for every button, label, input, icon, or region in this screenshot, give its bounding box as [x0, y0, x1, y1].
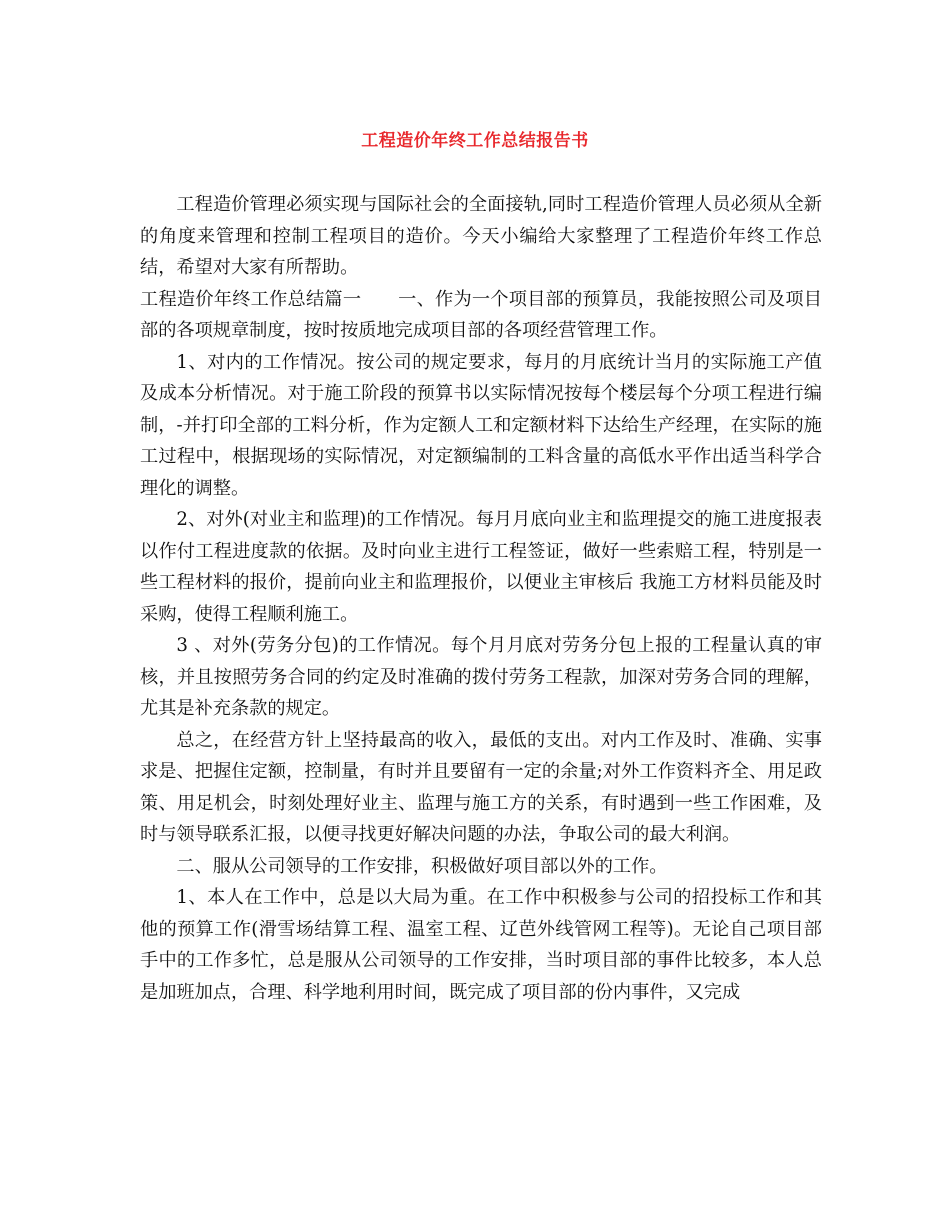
paragraph-internal-work: 1、对内的工作情况。按公司的规定要求，每月的月底统计当月的实际施工产值及成本分析情况。对于施工阶段的预算书以实际情况按每个楼层每个分项工程进行编制，-并打印全部的工料分析，作为定额人工和定额材料下达给生产经理，在实际的施工过程中，根据现场的实际情况，对定额编制的工料含量的高低水平作出适当科学合理化的调整。 [140, 351, 822, 499]
document-body [140, 189, 822, 1008]
paragraph-external-labor-work: 3 、对外(劳务分包)的工作情况。每个月月底对劳务分包上报的工程量认真的审核，并且按照劳务合同的约定及时准确的拨付劳务工程款，加深对劳务合同的理解，尤其是补充条款的规定。 [140, 635, 822, 719]
paragraph-section-two: 二、服从公司领导的工作安排，积极做好项目部以外的工作。 [176, 855, 668, 877]
paragraph-overall-view: 1、本人在工作中，总是以大局为重。在工作中积极参与公司的招投标工作和其他的预算工作(滑雪场结算工程、温室工程、辽芭外线管网工程等)。无论自己项目部手中的工作多忙，总是服从公司领导的工作安排，当时项目部的事件比较多，本人总是加班加点，合理、科学地利用时间，既完成了项目部的份内事件，又完成 [140, 887, 822, 1003]
document-title: 工程造价年终工作总结报告书 [361, 131, 589, 151]
paragraph-intro: 工程造价管理必须实现与国际社会的全面接轨,同时工程造价管理人员必须从全新的角度来管理和控制工程项目的造价。今天小编给大家整理了工程造价年终工作总结，希望对大家有所帮助。 [140, 194, 822, 278]
paragraph-section-one: 工程造价年终工作总结篇一 一、作为一个项目部的预算员，我能按照公司及项目部的各项规章制度，按时按质地完成项目部的各项经营管理工作。 [140, 288, 822, 341]
paragraph-external-owner-work: 2、对外(对业主和监理)的工作情况。每月月底向业主和监理提交的施工进度报表以作付工程进度款的依据。及时向业主进行工程签证，做好一些索赔工程，特别是一些工程材料的报价，提前向业主和监理报价，以便业主审核后 我施工方材料员能及时采购，使得工程顺利施工。 [140, 509, 822, 625]
paragraph-summary: 总之，在经营方针上坚持最高的收入，最低的支出。对内工作及时、准确、实事求是、把握住定额，控制量，有时并且要留有一定的余量;对外工作资料齐全、用足政策、用足机会，时刻处理好业主、监理与施工方的关系，有时遇到一些工作困难，及时与领导联系汇报，以便寻找更好解决问题的办法，争取公司的最大利润。 [140, 729, 822, 845]
